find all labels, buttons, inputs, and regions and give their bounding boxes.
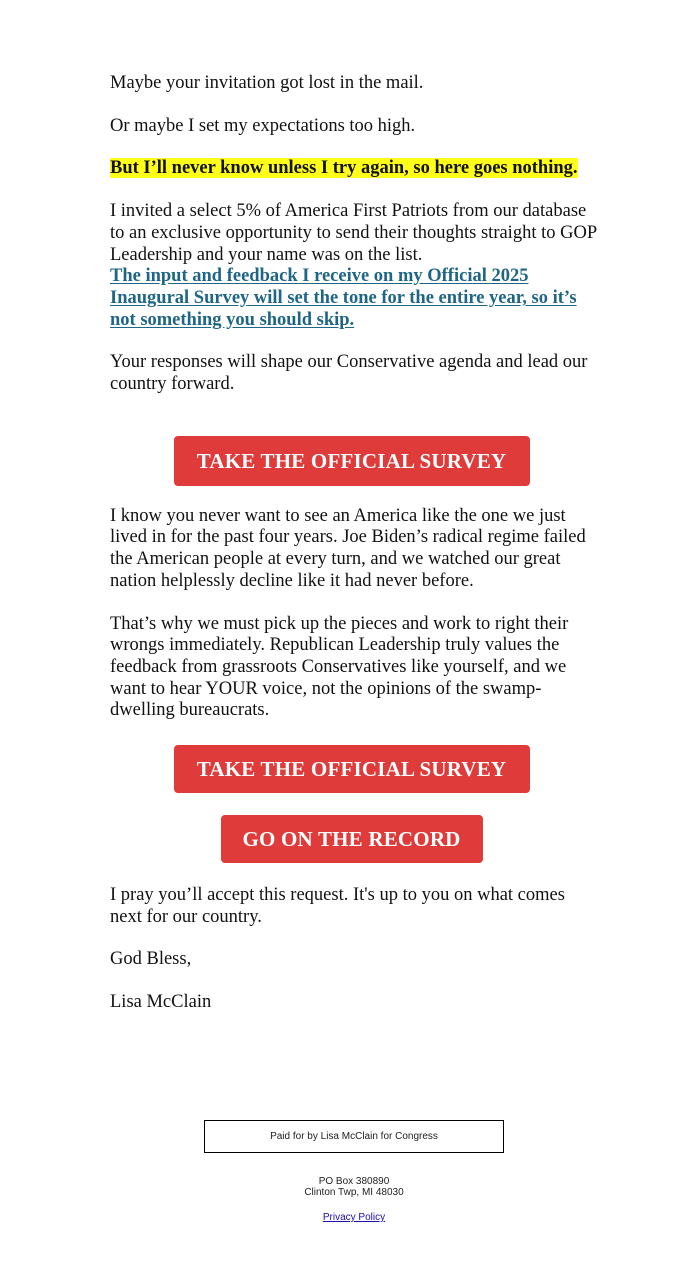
paragraph-responses: Your responses will shape our Conservative agenda and lead our country forward. [110, 352, 588, 395]
take-survey-button-2[interactable]: TAKE THE OFFICIAL SURVEY [174, 745, 530, 793]
go-on-record-button[interactable]: GO ON THE RECORD [221, 815, 483, 863]
paragraph-try-again [110, 158, 600, 180]
address-line-1: PO Box 380890 [318, 1176, 390, 1187]
survey-button-row-1 [110, 417, 600, 506]
email-body [110, 73, 600, 1035]
closing: God Bless, [110, 949, 192, 970]
signature: Lisa McClain [110, 992, 212, 1013]
mailing-address [0, 1177, 700, 1198]
paragraph-leadership: That’s why we must pick up the pieces and work to right their wrongs immediately. Republican Leadership truly values the feedback from grassroots Conservatives like yourself, and we want to hear YOUR voice, not the opinions of the swamp-dwelling bureaucrats. [110, 613, 569, 721]
survey-link[interactable]: The input and feedback I receive on my Official 2025 Inaugural Survey will set the tone for the entire year, so it’s not something you should skip. [110, 266, 577, 330]
paragraph-invitation: Maybe your invitation got lost in the mail. [110, 73, 424, 93]
invited-text: I invited a select 5% of America First Patriots from our database to an exclusive opportunity to send their thoughts straight to GOP Leadership and your name was on the list. [110, 201, 597, 265]
privacy-policy-link[interactable]: Privacy Policy [322, 1212, 386, 1223]
privacy-row [0, 1212, 700, 1223]
paid-for-disclaimer: Paid for by Lisa McClain for Congress [204, 1120, 504, 1153]
paragraph-invited [110, 201, 600, 331]
survey-button-row-2 [110, 743, 600, 815]
paragraph-biden: I know you never want to see an America like the one we just lived in for the past four years. Joe Biden’s radical regime failed the American people at every turn, and we watched our great nation helplessly decline like it had never before. [110, 505, 586, 591]
take-survey-button-1[interactable]: TAKE THE OFFICIAL SURVEY [174, 436, 530, 486]
record-button-row [110, 815, 600, 885]
address-line-2: Clinton Twp, MI 48030 [304, 1186, 404, 1198]
highlighted-text: But I’ll never know unless I try again, so here goes nothing. [110, 158, 578, 179]
paragraph-expectations: Or maybe I set my expectations too high. [110, 115, 416, 136]
paragraph-pray: I pray you’ll accept this request. It's up to you on what comes next for our country. [110, 885, 565, 927]
